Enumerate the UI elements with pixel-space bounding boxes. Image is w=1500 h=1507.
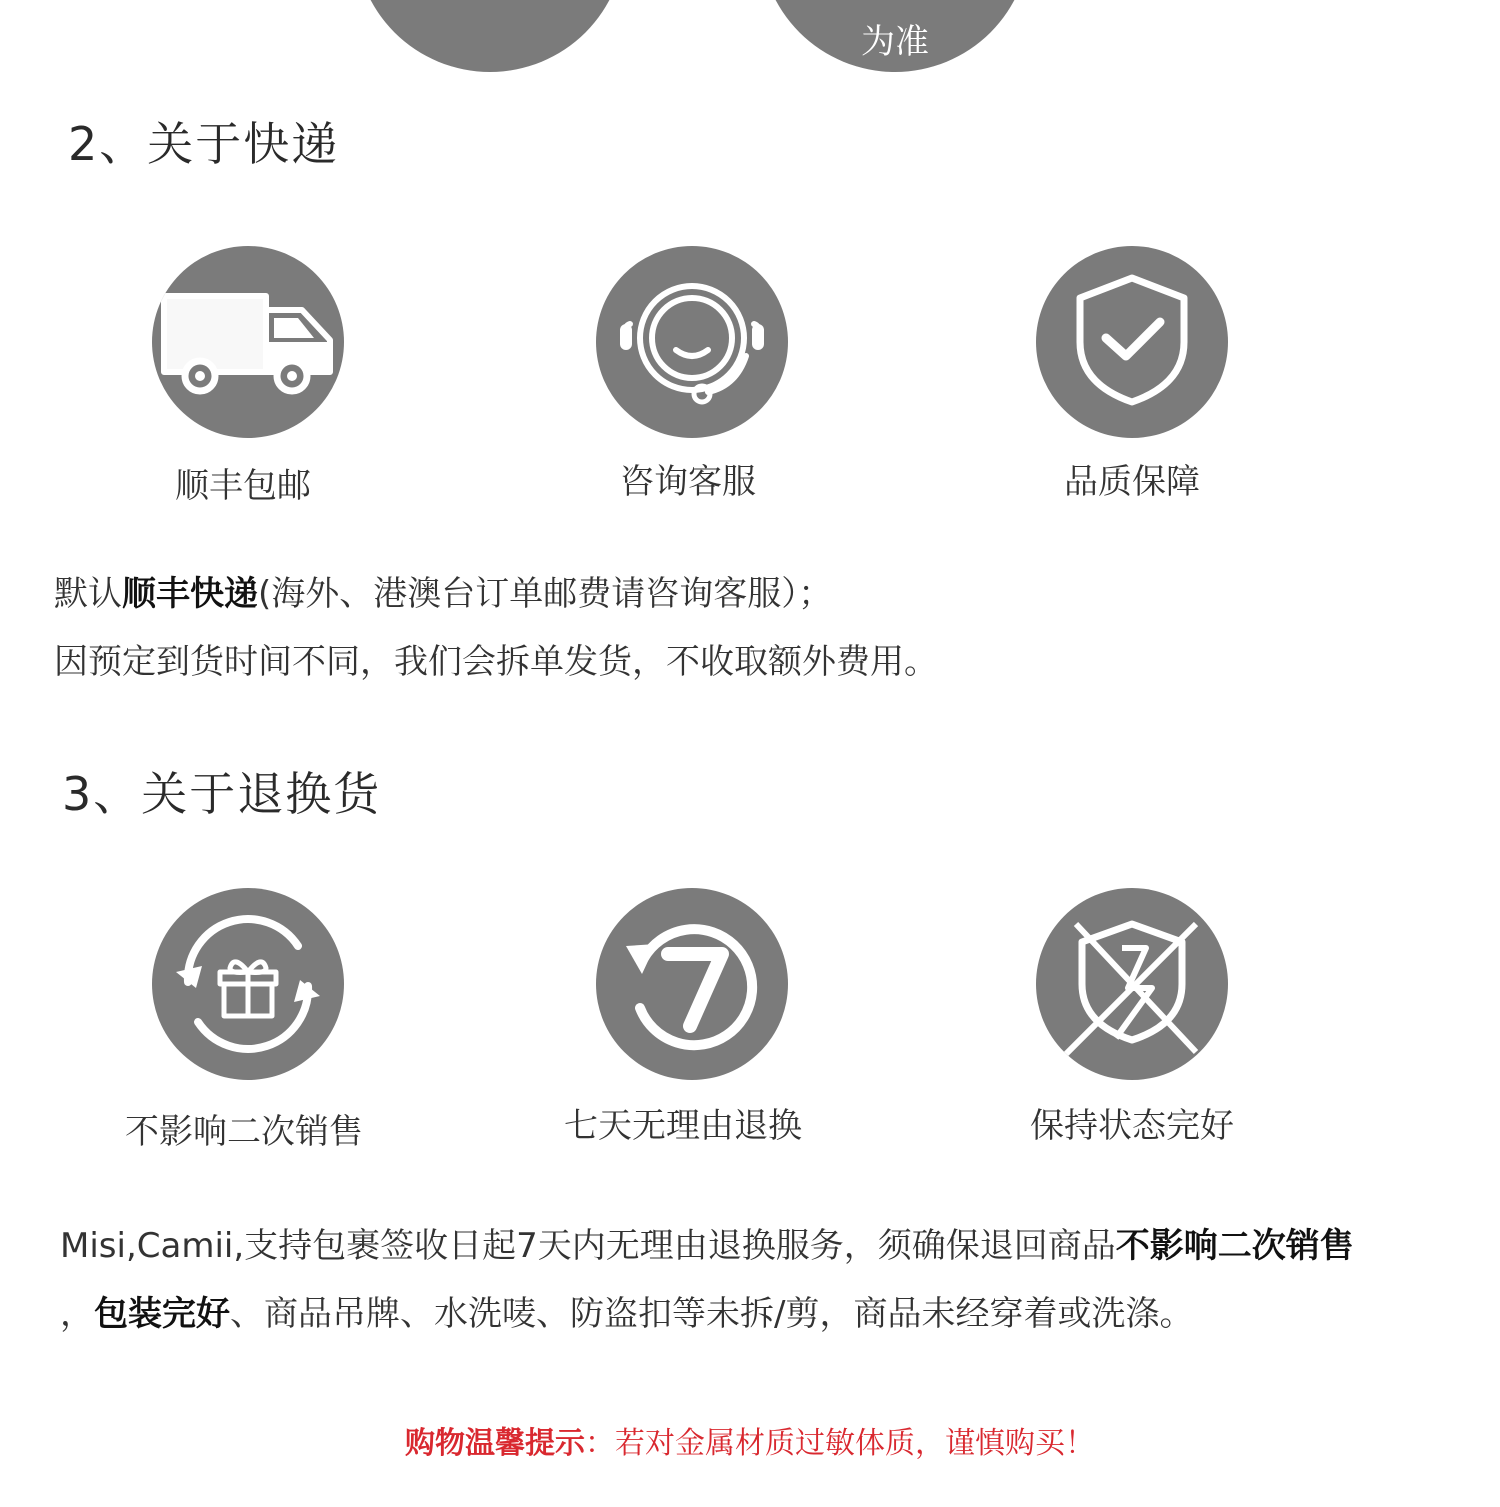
returns-text: Misi,Camii,支持包裹签收日起7天内无理由退换服务，须确保退回商品	[60, 1226, 1116, 1266]
top-circle-right-text: 为准	[861, 22, 929, 62]
delivery-bold: 顺丰快递	[122, 574, 258, 614]
returns-info-line-1	[60, 1212, 1354, 1280]
returns-line2-rest: 、商品吊牌、水洗唛、防盗扣等未拆/剪，商品未经穿着或洗涤。	[230, 1294, 1194, 1334]
caption-free-shipping: 顺丰包邮	[175, 466, 311, 506]
caption-no-resale-impact: 不影响二次销售	[125, 1112, 363, 1152]
shield-check-icon	[1036, 246, 1228, 438]
top-circle-right	[760, 0, 1030, 72]
caption-customer-service: 咨询客服	[620, 462, 756, 502]
returns-info-line-2	[60, 1280, 1193, 1348]
no-damage-icon	[1036, 888, 1228, 1080]
delivery-prefix: 默认	[54, 574, 122, 614]
caption-seven-day-return: 七天无理由退换	[564, 1106, 802, 1146]
returns-line2-bold: 包装完好	[94, 1294, 230, 1334]
delivery-rest: (海外、港澳台订单邮费请咨询客服）；	[258, 574, 833, 614]
section-title-delivery: 2、关于快递	[68, 117, 340, 171]
shopping-tip	[0, 1418, 1500, 1462]
caption-quality-guarantee: 品质保障	[1064, 462, 1200, 502]
returns-bold: 不影响二次销售	[1115, 1226, 1354, 1266]
caption-keep-condition: 保持状态完好	[1030, 1106, 1234, 1146]
seven-day-return-icon	[596, 888, 788, 1080]
headset-icon	[596, 246, 788, 438]
truck-icon	[152, 246, 344, 438]
tip-label: 购物温馨提示	[405, 1426, 585, 1461]
section-title-returns: 3、关于退换货	[62, 767, 382, 821]
tip-text: ：若对金属材质过敏体质，谨慎购买！	[585, 1426, 1095, 1461]
returns-line2-prefix: ，	[60, 1294, 94, 1334]
gift-exchange-icon	[152, 888, 344, 1080]
delivery-info-line-2: 因预定到货时间不同，我们会拆单发货，不收取额外费用。	[54, 642, 938, 682]
top-circle-left	[355, 0, 625, 72]
delivery-info-line-1	[54, 560, 832, 628]
